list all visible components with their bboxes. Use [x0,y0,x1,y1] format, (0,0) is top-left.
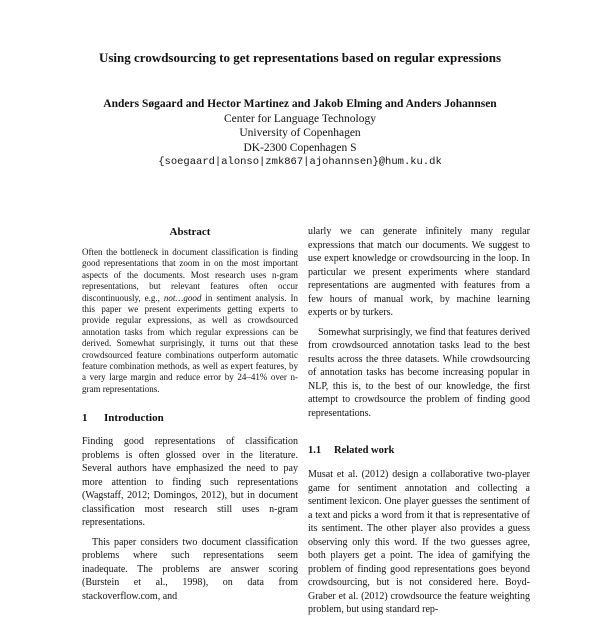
right-paragraph-1: ularly we can generate infinitely many regular expressions that match our documents. We suggest to use expert knowledge or crowdsourcing in the loop. In particular we present experiments where standard representations are augmented with features from a few hours of manual work, by machine learning experts or by turkers. [308,226,530,318]
author-block [0,97,600,170]
abstract-text-part-2: in sentiment analysis. In this paper we present experiments getting experts to provide regular expressions, as well as crowdsourced annotation tasks from which regular expressions can be derived. Somewhat surprisingly, it turns out that these crowdsourced feature combinations outperform automatic feature combination methods, as well as expert features, by a very large margin and reduce error by 24–41% over n-gram representations. [82,292,298,394]
right-paragraph-2: Somewhat surprisingly, we find that features derived from crowdsourced annotation tasks lead to the best results across the three datasets. While crowdsourcing of annotation tasks has become increasing popular in NLP, this is, to the best of our knowledge, the first attempt to crowdsource the problem of finding good representations. [308,326,530,419]
affiliation-line-1: Center for Language Technology [224,112,376,125]
author-emails: {soegaard|alonso|zmk867|ajohannsen}@hum.ku.dk [158,156,442,168]
affiliation-line-2: University of Copenhagen [239,127,361,139]
abstract-heading: Abstract [169,226,211,238]
related-work-paragraph: Musat et al. (2012) design a collaborative two-player game for sentiment annotation and collecting a sentiment lexicon. One player guesses the sentiment of a text and picks a word from it that is representative of its sentiment. The other player also provides a guess observing only this word. If the two guesses agree, both players get a point. The idea of gamifying the problem of finding good representations goes beyond crowdsourcing, but is not considered here. Boyd-Graber et al. (2012) crowdsource the feature weighting problem, but using standard rep- [308,469,530,615]
paper-title: Using crowdsourcing to get representations based on regular expressions [98,50,502,65]
left-column [82,225,298,603]
subsection-number: 1.1 [308,445,322,456]
intro-paragraph-2: This paper considers two document classification problems where such representations seem inadequate. The problems are answer scoring (Burstein et al., 1998), on data from stackoverflow.com, and [82,536,298,602]
affiliation-line-3: DK-2300 Copenhagen S [243,141,357,154]
right-column [308,225,530,617]
intro-paragraph-1: Finding good representations of classification problems is often glossed over in the literature. Several authors have emphasized the need to pay more attention to finding such representations (Wagstaff, 2012; Domingos, 2012), but in document classification most research still uses n-gram representations. [82,436,298,529]
subsection-title: Related work [334,445,395,456]
authors: Anders Søgaard and Hector Martinez and Jakob Elming and Anders Johannsen [103,98,497,110]
abstract-italic-example: not…good [163,292,202,303]
section-title: Introduction [104,412,164,425]
abstract-text-part-1: Often the bottleneck in document classification is finding good representations that zoom in on the most important aspects of the documents. Most research uses n-gram representations, but relevant features often occur discontinuously, e.g., [82,247,298,303]
abstract-text [82,247,298,395]
section-number: 1 [82,412,88,425]
related-work-heading [308,444,530,458]
introduction-heading [82,411,298,425]
